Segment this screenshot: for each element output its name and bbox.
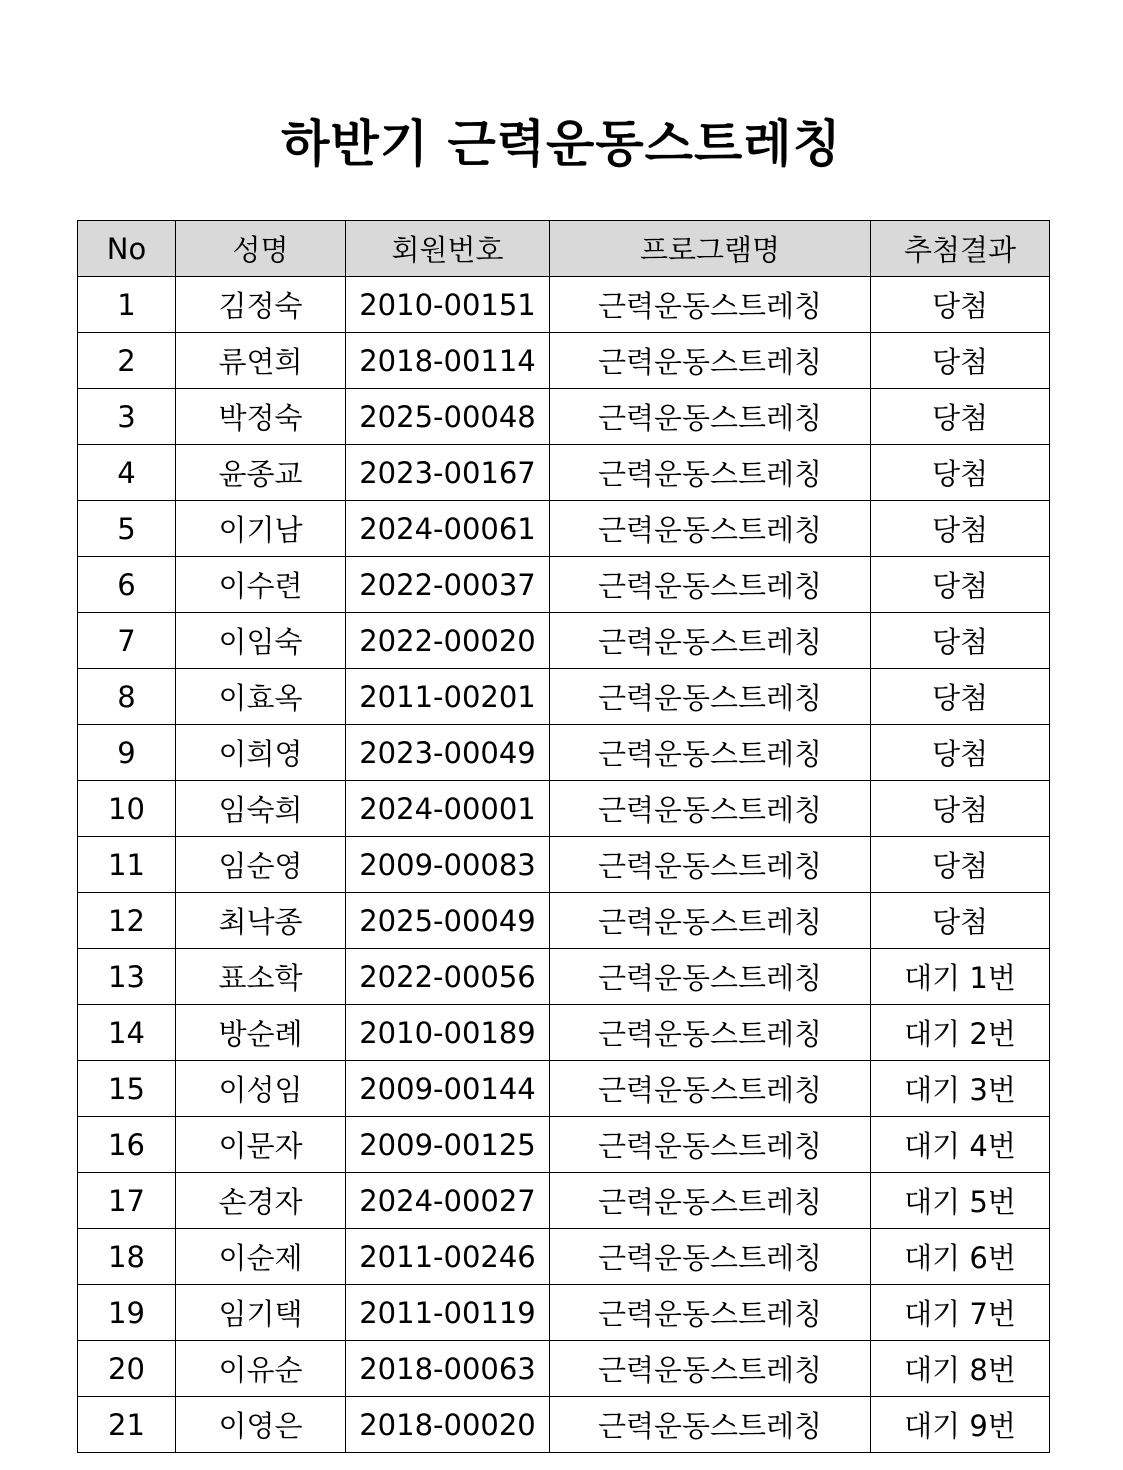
table-row — [78, 949, 1050, 1005]
cell-result: 당첨 — [871, 501, 1050, 557]
cell-no: 10 — [78, 781, 176, 837]
cell-name: 류연희 — [176, 333, 346, 389]
cell-program: 근력운동스트레칭 — [550, 1005, 871, 1061]
cell-result: 대기 9번 — [871, 1397, 1050, 1453]
cell-result: 당첨 — [871, 725, 1050, 781]
cell-result: 당첨 — [871, 613, 1050, 669]
cell-program: 근력운동스트레칭 — [550, 1061, 871, 1117]
cell-program: 근력운동스트레칭 — [550, 837, 871, 893]
table-row — [78, 1285, 1050, 1341]
table-row — [78, 781, 1050, 837]
cell-result: 당첨 — [871, 669, 1050, 725]
cell-program: 근력운동스트레칭 — [550, 949, 871, 1005]
cell-no: 11 — [78, 837, 176, 893]
table-row — [78, 557, 1050, 613]
cell-name: 박정숙 — [176, 389, 346, 445]
cell-result: 당첨 — [871, 781, 1050, 837]
table-row — [78, 613, 1050, 669]
table-row — [78, 1061, 1050, 1117]
lottery-result-table — [77, 220, 1050, 1453]
table-row — [78, 1005, 1050, 1061]
cell-no: 4 — [78, 445, 176, 501]
cell-name: 임순영 — [176, 837, 346, 893]
cell-name: 이영은 — [176, 1397, 346, 1453]
cell-member-id: 2018-00020 — [346, 1397, 550, 1453]
table-row — [78, 837, 1050, 893]
header-result: 추첨결과 — [871, 221, 1050, 277]
table-header — [78, 221, 1050, 277]
cell-program: 근력운동스트레칭 — [550, 893, 871, 949]
cell-name: 이성임 — [176, 1061, 346, 1117]
cell-name: 김정숙 — [176, 277, 346, 333]
table-row — [78, 1397, 1050, 1453]
cell-result: 당첨 — [871, 389, 1050, 445]
cell-name: 표소학 — [176, 949, 346, 1005]
cell-result: 당첨 — [871, 333, 1050, 389]
table-row — [78, 1117, 1050, 1173]
cell-program: 근력운동스트레칭 — [550, 613, 871, 669]
header-member-id: 회원번호 — [346, 221, 550, 277]
table-row — [78, 501, 1050, 557]
cell-member-id: 2024-00061 — [346, 501, 550, 557]
table-row — [78, 893, 1050, 949]
cell-program: 근력운동스트레칭 — [550, 389, 871, 445]
cell-program: 근력운동스트레칭 — [550, 1397, 871, 1453]
table-row — [78, 333, 1050, 389]
cell-program: 근력운동스트레칭 — [550, 669, 871, 725]
cell-no: 2 — [78, 333, 176, 389]
cell-member-id: 2010-00189 — [346, 1005, 550, 1061]
cell-no: 16 — [78, 1117, 176, 1173]
table-row — [78, 1341, 1050, 1397]
cell-member-id: 2009-00125 — [346, 1117, 550, 1173]
cell-result: 당첨 — [871, 893, 1050, 949]
cell-program: 근력운동스트레칭 — [550, 781, 871, 837]
cell-result: 대기 4번 — [871, 1117, 1050, 1173]
cell-name: 이효옥 — [176, 669, 346, 725]
header-no: No — [78, 221, 176, 277]
header-row — [78, 221, 1050, 277]
cell-name: 이순제 — [176, 1229, 346, 1285]
cell-result: 당첨 — [871, 557, 1050, 613]
cell-result: 대기 2번 — [871, 1005, 1050, 1061]
cell-no: 12 — [78, 893, 176, 949]
header-program: 프로그램명 — [550, 221, 871, 277]
cell-no: 14 — [78, 1005, 176, 1061]
cell-member-id: 2023-00049 — [346, 725, 550, 781]
cell-program: 근력운동스트레칭 — [550, 1173, 871, 1229]
cell-name: 임기택 — [176, 1285, 346, 1341]
cell-member-id: 2024-00027 — [346, 1173, 550, 1229]
table-row — [78, 725, 1050, 781]
cell-member-id: 2018-00114 — [346, 333, 550, 389]
cell-no: 18 — [78, 1229, 176, 1285]
cell-member-id: 2018-00063 — [346, 1341, 550, 1397]
cell-result: 대기 6번 — [871, 1229, 1050, 1285]
cell-name: 이기남 — [176, 501, 346, 557]
cell-name: 이유순 — [176, 1341, 346, 1397]
cell-program: 근력운동스트레칭 — [550, 277, 871, 333]
cell-name: 윤종교 — [176, 445, 346, 501]
cell-result: 대기 1번 — [871, 949, 1050, 1005]
table-row — [78, 445, 1050, 501]
cell-result: 대기 7번 — [871, 1285, 1050, 1341]
cell-member-id: 2022-00020 — [346, 613, 550, 669]
cell-name: 이희영 — [176, 725, 346, 781]
cell-result: 대기 5번 — [871, 1173, 1050, 1229]
cell-no: 3 — [78, 389, 176, 445]
cell-no: 20 — [78, 1341, 176, 1397]
table-row — [78, 669, 1050, 725]
cell-result: 대기 3번 — [871, 1061, 1050, 1117]
cell-result: 대기 8번 — [871, 1341, 1050, 1397]
table-row — [78, 1173, 1050, 1229]
cell-no: 13 — [78, 949, 176, 1005]
cell-no: 15 — [78, 1061, 176, 1117]
cell-member-id: 2025-00048 — [346, 389, 550, 445]
cell-no: 19 — [78, 1285, 176, 1341]
cell-program: 근력운동스트레칭 — [550, 445, 871, 501]
cell-no: 7 — [78, 613, 176, 669]
cell-member-id: 2022-00056 — [346, 949, 550, 1005]
table-row — [78, 277, 1050, 333]
cell-program: 근력운동스트레칭 — [550, 557, 871, 613]
cell-member-id: 2009-00083 — [346, 837, 550, 893]
cell-member-id: 2011-00246 — [346, 1229, 550, 1285]
cell-member-id: 2011-00201 — [346, 669, 550, 725]
table-row — [78, 1229, 1050, 1285]
cell-result: 당첨 — [871, 445, 1050, 501]
cell-member-id: 2022-00037 — [346, 557, 550, 613]
page-title: 하반기 근력운동스트레칭 — [281, 114, 842, 173]
cell-name: 최낙종 — [176, 893, 346, 949]
table-body — [78, 277, 1050, 1453]
cell-member-id: 2010-00151 — [346, 277, 550, 333]
cell-name: 이임숙 — [176, 613, 346, 669]
cell-program: 근력운동스트레칭 — [550, 333, 871, 389]
cell-program: 근력운동스트레칭 — [550, 1341, 871, 1397]
cell-member-id: 2024-00001 — [346, 781, 550, 837]
table-row — [78, 389, 1050, 445]
cell-member-id: 2011-00119 — [346, 1285, 550, 1341]
cell-program: 근력운동스트레칭 — [550, 501, 871, 557]
cell-no: 5 — [78, 501, 176, 557]
cell-program: 근력운동스트레칭 — [550, 1117, 871, 1173]
cell-result: 당첨 — [871, 277, 1050, 333]
cell-program: 근력운동스트레칭 — [550, 1285, 871, 1341]
cell-program: 근력운동스트레칭 — [550, 725, 871, 781]
cell-member-id: 2025-00049 — [346, 893, 550, 949]
cell-no: 1 — [78, 277, 176, 333]
cell-no: 21 — [78, 1397, 176, 1453]
cell-result: 당첨 — [871, 837, 1050, 893]
cell-program: 근력운동스트레칭 — [550, 1229, 871, 1285]
cell-name: 손경자 — [176, 1173, 346, 1229]
cell-name: 이수련 — [176, 557, 346, 613]
cell-member-id: 2023-00167 — [346, 445, 550, 501]
cell-name: 방순례 — [176, 1005, 346, 1061]
cell-no: 8 — [78, 669, 176, 725]
header-name: 성명 — [176, 221, 346, 277]
cell-name: 임숙희 — [176, 781, 346, 837]
cell-no: 17 — [78, 1173, 176, 1229]
cell-name: 이문자 — [176, 1117, 346, 1173]
cell-no: 9 — [78, 725, 176, 781]
cell-no: 6 — [78, 557, 176, 613]
cell-member-id: 2009-00144 — [346, 1061, 550, 1117]
